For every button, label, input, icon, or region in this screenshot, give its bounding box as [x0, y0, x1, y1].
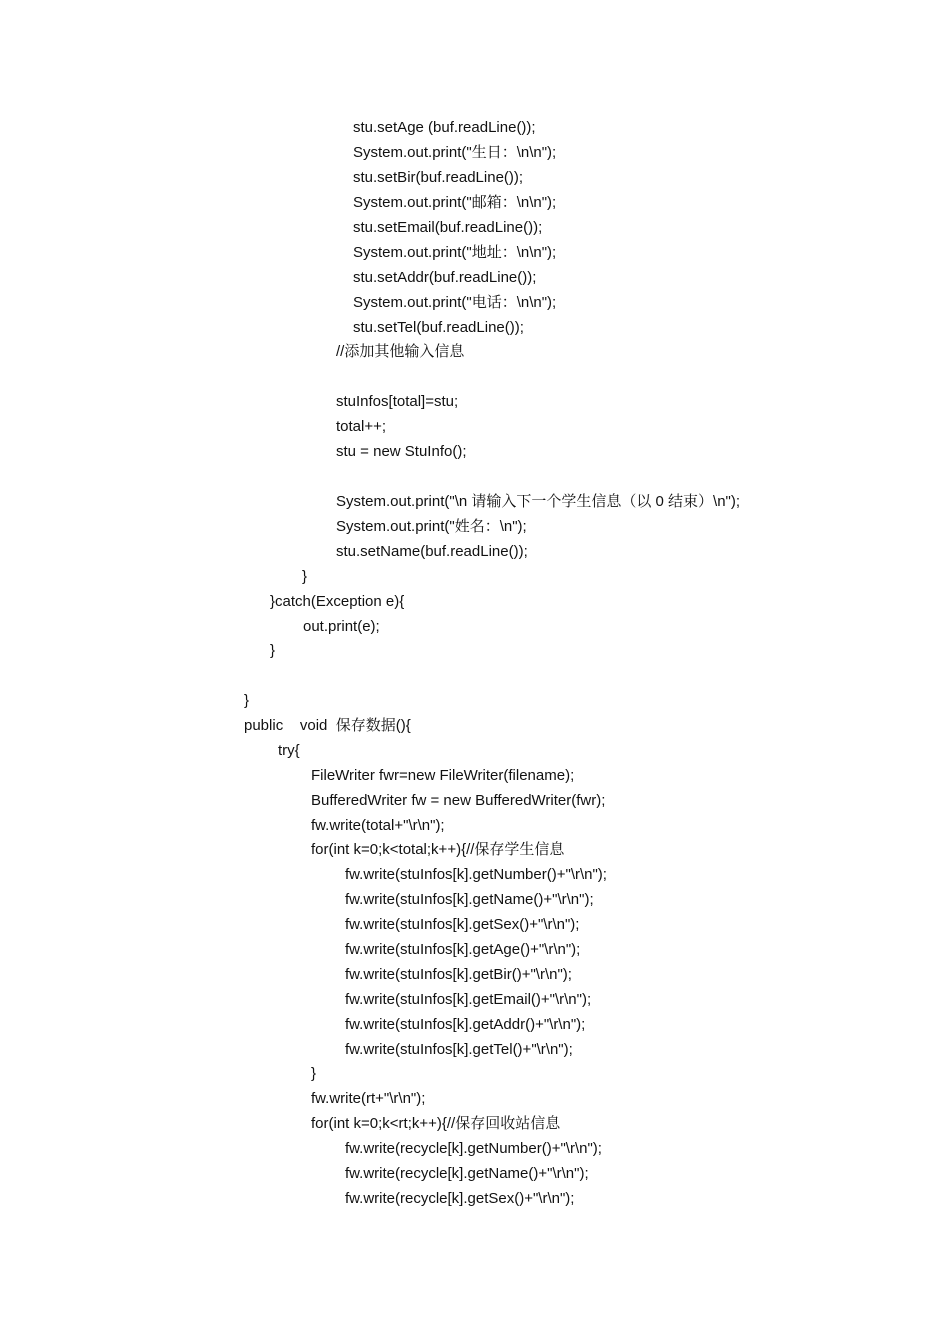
code-line: fw.write(stuInfos[k].getName()+"\r\n"); [345, 891, 594, 908]
code-line: for(int k=0;k<total;k++){//保存学生信息 [311, 841, 565, 858]
code-line: BufferedWriter fw = new BufferedWriter(fwr); [311, 792, 606, 809]
code-line: System.out.print("电话：\n\n"); [353, 294, 557, 311]
code-line: stu.setBir(buf.readLine()); [353, 169, 524, 186]
code-line: } [244, 692, 250, 709]
code-line: System.out.print("\n 请输入下一个学生信息（以 0 结束）\n"); [336, 493, 741, 510]
code-line: stu.setAge (buf.readLine()); [353, 119, 536, 136]
code-line: out.print(e); [303, 618, 380, 635]
code-line: fw.write(stuInfos[k].getNumber()+"\r\n"); [345, 866, 607, 883]
code-line: stu.setName(buf.readLine()); [336, 543, 528, 560]
code-line: stuInfos[total]=stu; [336, 393, 459, 410]
code-line: } [270, 642, 276, 659]
method-signature: public void 保存数据(){ [244, 717, 411, 734]
code-line: fw.write(stuInfos[k].getTel()+"\r\n"); [345, 1041, 573, 1058]
code-line: fw.write(stuInfos[k].getAddr()+"\r\n"); [345, 1016, 586, 1033]
code-line: stu.setAddr(buf.readLine()); [353, 269, 537, 286]
code-line: fw.write(recycle[k].getNumber()+"\r\n"); [345, 1140, 602, 1157]
code-line: }catch(Exception e){ [270, 593, 405, 610]
code-line: fw.write(stuInfos[k].getBir()+"\r\n"); [345, 966, 572, 983]
code-line: for(int k=0;k<rt;k++){//保存回收站信息 [311, 1115, 561, 1132]
code-line: total++; [336, 418, 387, 435]
code-line: stu.setTel(buf.readLine()); [353, 319, 524, 336]
code-line: fw.write(stuInfos[k].getAge()+"\r\n"); [345, 941, 581, 958]
code-line: try{ [278, 742, 300, 759]
code-line: FileWriter fwr=new FileWriter(filename); [311, 767, 575, 784]
code-line: fw.write(stuInfos[k].getSex()+"\r\n"); [345, 916, 580, 933]
code-line: fw.write(stuInfos[k].getEmail()+"\r\n"); [345, 991, 592, 1008]
code-line: fw.write(rt+"\r\n"); [311, 1090, 426, 1107]
code-line: fw.write(total+"\r\n"); [311, 817, 445, 834]
code-comment: //添加其他输入信息 [336, 343, 465, 360]
code-line: } [311, 1065, 317, 1082]
code-line: fw.write(recycle[k].getSex()+"\r\n"); [345, 1190, 575, 1207]
code-line: System.out.print("邮箱：\n\n"); [353, 194, 557, 211]
code-line: fw.write(recycle[k].getName()+"\r\n"); [345, 1165, 589, 1182]
code-line: } [302, 568, 308, 585]
code-line: System.out.print("姓名：\n"); [336, 518, 527, 535]
code-line: System.out.print("地址：\n\n"); [353, 244, 557, 261]
code-line: System.out.print("生日：\n\n"); [353, 144, 557, 161]
code-line: stu = new StuInfo(); [336, 443, 467, 460]
code-line: stu.setEmail(buf.readLine()); [353, 219, 543, 236]
